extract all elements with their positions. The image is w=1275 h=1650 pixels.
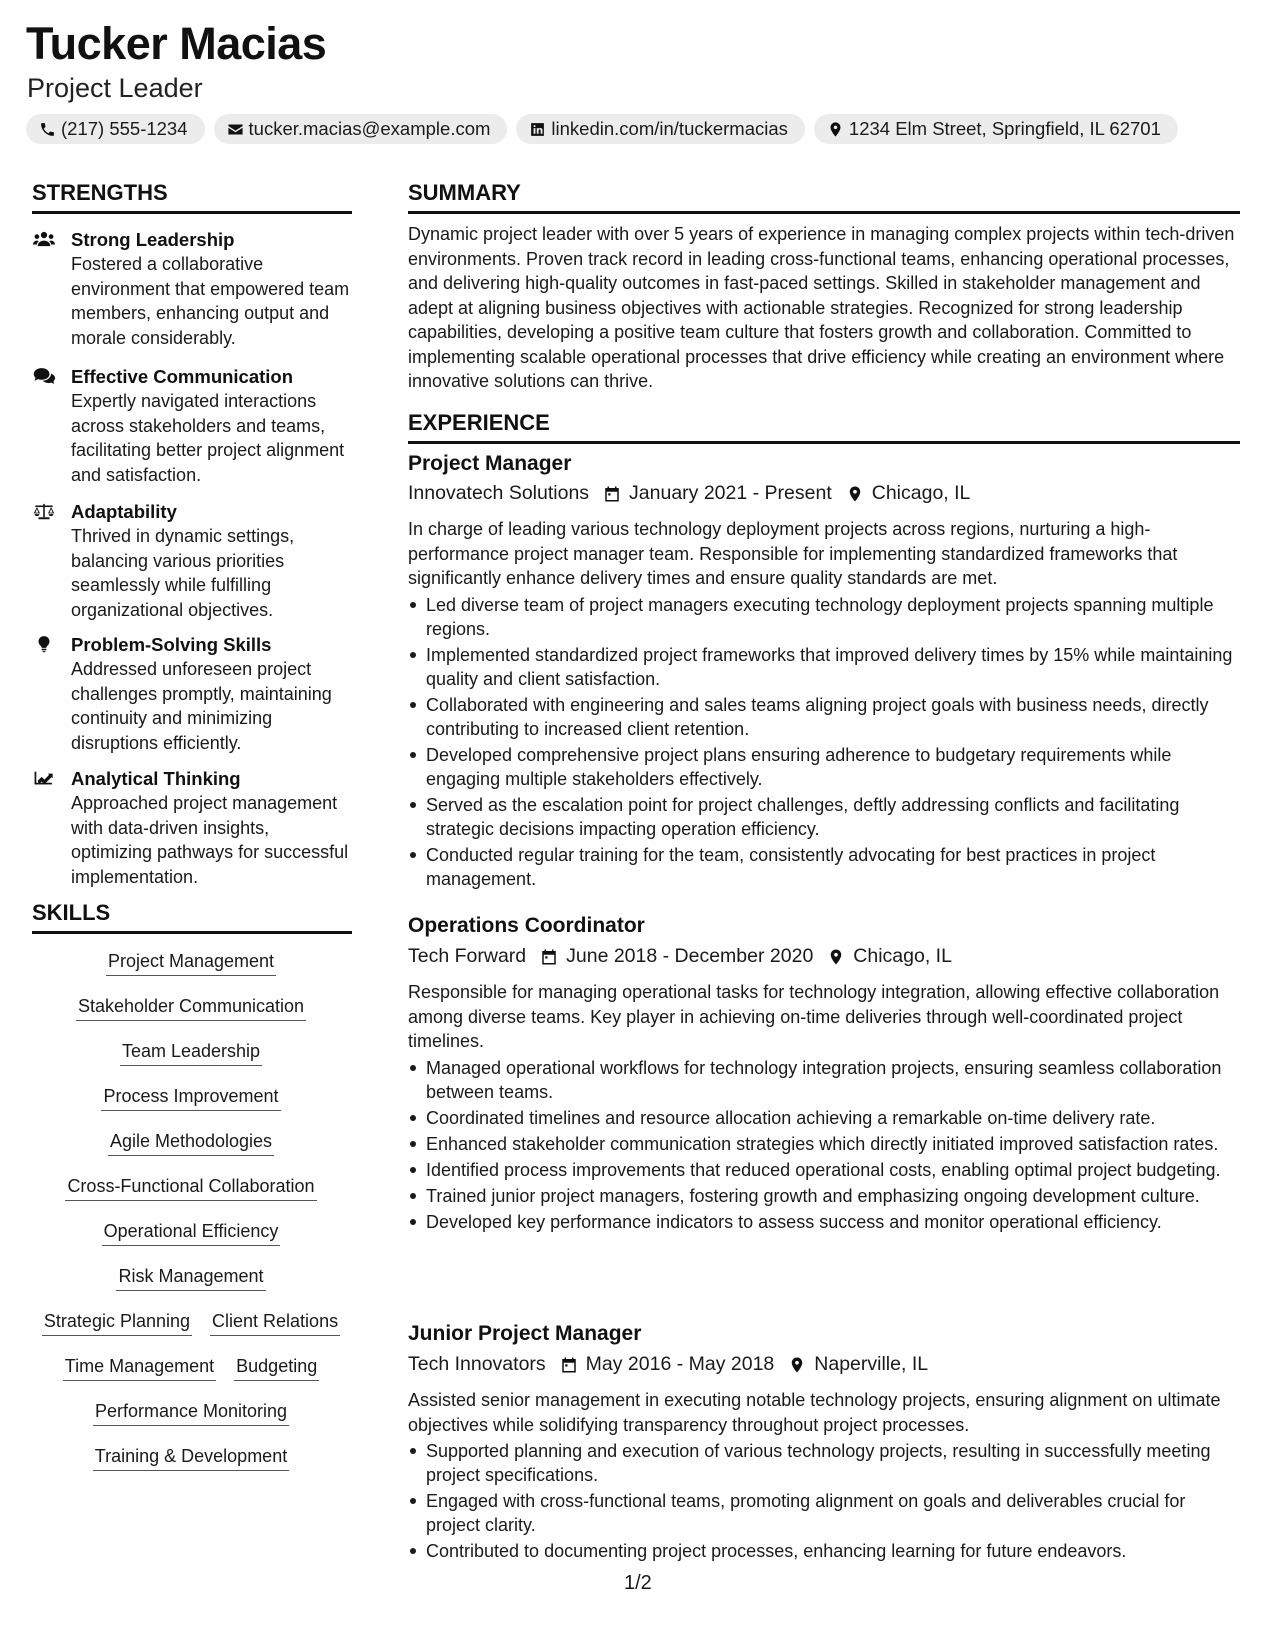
list-item: Trained junior project managers, fostering growth and emphasizing ongoing development culture. <box>426 1184 1240 1208</box>
job-description: Responsible for managing operational tasks for technology integration, allowing effective collaboration among diverse teams. Key player in achieving on-time deliveries through well-coordinated project timelines. <box>408 982 1220 1051</box>
job-location: Naperville, IL <box>814 1353 929 1375</box>
strength-item <box>33 500 353 622</box>
summary-heading: SUMMARY <box>408 180 521 205</box>
candidate-role: Project Leader <box>27 73 203 103</box>
skill-tag: Stakeholder Communication <box>76 995 306 1021</box>
job-bullets <box>408 593 1240 891</box>
skill-tag: Team Leadership <box>120 1040 262 1066</box>
envelope-icon <box>227 121 244 138</box>
balance-scale-icon <box>33 502 57 522</box>
list-item: Contributed to documenting project processes, enhancing learning for future endeavors. <box>426 1539 1240 1563</box>
contact-address-text: 1234 Elm Street, Springfield, IL 62701 <box>848 118 1161 139</box>
calendar-icon <box>540 948 558 966</box>
skills-row <box>30 1175 352 1201</box>
job-company: Tech Forward <box>408 945 527 967</box>
strengths-divider <box>32 211 352 214</box>
phone-icon <box>39 121 56 138</box>
calendar-icon <box>603 485 621 503</box>
strength-desc: Expertly navigated interactions across stakeholders and teams, facilitating better project alignment and satisfaction. <box>71 391 345 485</box>
list-item: Coordinated timelines and resource allocation achieving a remarkable on-time delivery rate. <box>426 1106 1240 1130</box>
skill-tag: Training & Development <box>93 1445 289 1471</box>
skills-row <box>30 950 352 976</box>
chart-line-icon <box>33 769 57 789</box>
skill-tag: Client Relations <box>210 1310 340 1336</box>
list-item: Identified process improvements that reduced operational costs, enabling optimal project budgeting. <box>426 1158 1240 1182</box>
job-location: Chicago, IL <box>871 482 971 504</box>
job-bullets <box>408 1056 1240 1234</box>
skill-tag: Operational Efficiency <box>102 1220 281 1246</box>
list-item: Enhanced stakeholder communication strategies which directly initiated improved satisfaction rates. <box>426 1132 1240 1156</box>
skill-tag: Strategic Planning <box>42 1310 192 1336</box>
skill-tag: Cross-Functional Collaboration <box>65 1175 316 1201</box>
job-dates: May 2016 - May 2018 <box>585 1353 775 1375</box>
contact-phone-text: (217) 555-1234 <box>61 118 188 139</box>
strength-desc: Fostered a collaborative environment that empowered team members, enhancing output and morale considerably. <box>71 254 350 348</box>
list-item: Managed operational workflows for technology integration projects, ensuring seamless collaboration between teams. <box>426 1056 1240 1104</box>
strength-item <box>33 228 353 350</box>
skills-divider <box>32 931 352 934</box>
list-item: Implemented standardized project frameworks that improved delivery times by 15% while maintaining quality and client satisfaction. <box>426 643 1240 691</box>
location-pin-icon <box>827 121 844 138</box>
job-details <box>408 980 1240 1236</box>
page-number: 1/2 <box>624 1572 652 1594</box>
skill-tag: Project Management <box>106 950 276 976</box>
strength-title: Problem-Solving Skills <box>71 634 272 655</box>
job-bullets <box>408 1439 1240 1563</box>
job-description: Assisted senior management in executing notable technology projects, ensuring alignment on ultimate objectives while solidifying transparency throughout project processes. <box>408 1390 1221 1435</box>
job-meta <box>408 945 952 968</box>
strength-desc: Addressed unforeseen project challenges promptly, maintaining continuity and minimizing disruptions efficiently. <box>71 659 332 753</box>
strength-title: Strong Leadership <box>71 229 235 250</box>
list-item: Conducted regular training for the team, consistently advocating for best practices in project management. <box>426 843 1240 891</box>
skill-tag: Performance Monitoring <box>93 1400 289 1426</box>
strength-item <box>33 365 353 487</box>
skills-row <box>30 1445 352 1471</box>
strength-desc: Approached project management with data-driven insights, optimizing pathways for successful implementation. <box>71 793 349 887</box>
skills-row <box>30 1265 352 1291</box>
job-meta <box>408 1353 928 1376</box>
linkedin-icon <box>529 121 546 138</box>
job-details <box>408 1388 1240 1565</box>
location-pin-icon <box>827 948 845 966</box>
list-item: Engaged with cross-functional teams, promoting alignment on goals and deliverables crucial for project clarity. <box>426 1489 1240 1537</box>
contact-bar <box>26 114 1178 144</box>
skill-tag: Time Management <box>63 1355 216 1381</box>
skills-row <box>30 995 352 1021</box>
job-details <box>408 517 1240 893</box>
list-item: Developed comprehensive project plans ensuring adherence to budgetary requirements while engaging multiple stakeholders effectively. <box>426 743 1240 791</box>
lightbulb-icon <box>33 635 57 655</box>
skill-tag: Process Improvement <box>101 1085 280 1111</box>
contact-linkedin-text: linkedin.com/in/tuckermacias <box>551 118 788 139</box>
skills-row <box>30 1220 352 1246</box>
candidate-name: Tucker Macias <box>26 18 327 69</box>
contact-email[interactable] <box>214 114 508 144</box>
strength-item <box>33 767 353 889</box>
strength-title: Adaptability <box>71 501 177 522</box>
skills-row <box>30 1355 352 1381</box>
summary-section <box>408 222 1240 394</box>
job-meta <box>408 482 970 505</box>
skills-row <box>30 1310 352 1336</box>
job-location: Chicago, IL <box>853 945 952 967</box>
contact-phone[interactable] <box>26 114 205 144</box>
list-item: Supported planning and execution of various technology projects, resulting in successfully meeting project specifications. <box>426 1439 1240 1487</box>
job-company: Tech Innovators <box>408 1353 546 1375</box>
strength-title: Effective Communication <box>71 366 294 387</box>
list-item: Served as the escalation point for project challenges, deftly addressing conflicts and facilitating strategic decisions impacting operation efficiency. <box>426 793 1240 841</box>
job-dates: June 2018 - December 2020 <box>566 945 814 967</box>
experience-heading: EXPERIENCE <box>408 410 550 435</box>
skills-row <box>30 1085 352 1111</box>
list-item: Collaborated with engineering and sales teams aligning project goals with business needs, directly contributing to increased client retention. <box>426 693 1240 741</box>
strength-item <box>33 633 353 755</box>
skill-tag: Agile Methodologies <box>108 1130 274 1156</box>
comments-icon <box>33 367 57 387</box>
job-title: Junior Project Manager <box>408 1322 642 1345</box>
skills-row <box>30 1040 352 1066</box>
job-dates: January 2021 - Present <box>629 482 832 504</box>
list-item: Developed key performance indicators to assess success and monitor operational efficiency. <box>426 1210 1240 1234</box>
contact-linkedin[interactable] <box>516 114 804 144</box>
contact-email-text: tucker.macias@example.com <box>248 118 491 139</box>
strengths-heading: STRENGTHS <box>32 180 168 205</box>
location-pin-icon <box>788 1356 806 1374</box>
summary-divider <box>408 211 1240 214</box>
experience-divider <box>408 441 1240 444</box>
job-company: Innovatech Solutions <box>408 482 590 504</box>
users-icon <box>33 230 57 250</box>
location-pin-icon <box>846 485 864 503</box>
strength-title: Analytical Thinking <box>71 768 241 789</box>
skills-row <box>30 1130 352 1156</box>
skills-row <box>30 1400 352 1426</box>
job-description: In charge of leading various technology deployment projects across regions, nurturing a high-performance project manager team. Responsible for implementing standardized frameworks that significantly enhance delivery times and ensure quality standards are met. <box>408 519 1178 588</box>
job-title: Operations Coordinator <box>408 914 645 937</box>
job-title: Project Manager <box>408 452 572 475</box>
skill-tag: Risk Management <box>116 1265 265 1291</box>
skills-heading: SKILLS <box>32 900 111 925</box>
strength-desc: Thrived in dynamic settings, balancing various priorities seamlessly while fulfilling organizational objectives. <box>71 526 295 620</box>
summary-text: Dynamic project leader with over 5 years of experience in managing complex projects within tech-driven environments. Proven track record in leading cross-functional teams, enhancing operational processes, and delivering high-quality outcomes in fast-paced settings. Skilled in stakeholder management and adept at aligning business objectives with actionable strategies. Recognized for strong leadership capabilities, developing a positive team culture that fosters growth and collaboration. Committed to implementing scalable operational processes that drive efficiency while creating an environment where innovative solutions can thrive. <box>408 224 1235 391</box>
contact-address <box>814 114 1178 144</box>
calendar-icon <box>560 1356 578 1374</box>
skill-tag: Budgeting <box>234 1355 319 1381</box>
list-item: Led diverse team of project managers executing technology deployment projects spanning multiple regions. <box>426 593 1240 641</box>
